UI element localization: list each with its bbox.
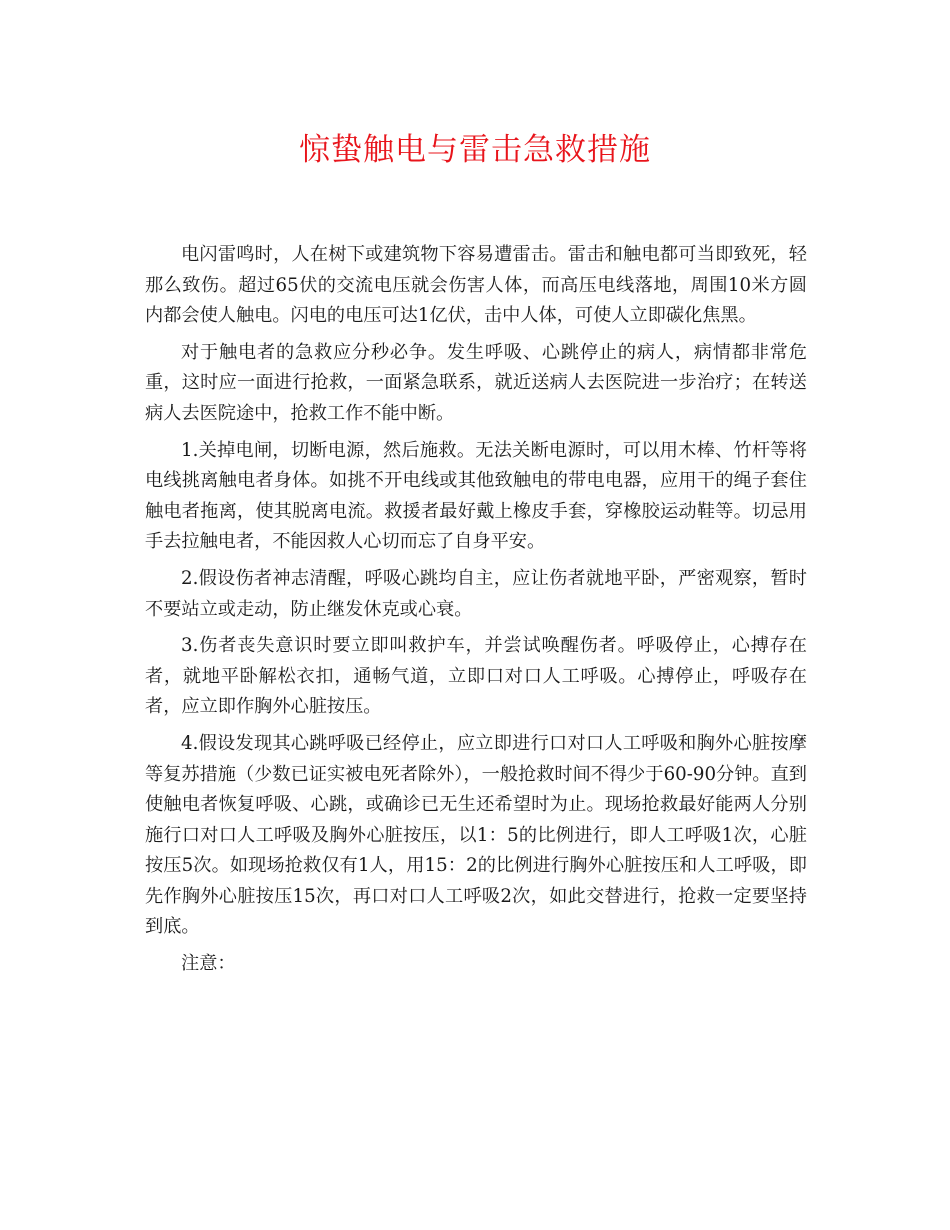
document-body <box>145 240 807 980</box>
document-title: 惊蛰触电与雷击急救措施 <box>299 132 651 168</box>
paragraph-step-2: 2.假设伤者神志清醒，呼吸心跳均自主，应让伤者就地平卧，严密观察，暂时不要站立或走动，防止继发休克或心衰。 <box>145 567 807 620</box>
paragraph-lightning-intro: 电闪雷鸣时，人在树下或建筑物下容易遭雷击。雷击和触电都可当即致死，轻那么致伤。超过65伏的交流电压就会伤害人体，而高压电线落地，周围10米方圆内都会使人触电。闪电的电压可达1亿伏，击中人体，可使人立即碳化焦黑。 <box>145 244 807 327</box>
paragraph-step-1: 1.关掉电闸，切断电源，然后施救。无法关断电源时，可以用木棒、竹杆等将电线挑离触电者身体。如挑不开电线或其他致触电的带电电器，应用干的绳子套住触电者拖离，使其脱离电流。救援者最好戴上橡皮手套，穿橡胶运动鞋等。切忌用手去拉触电者，不能因救人心切而忘了自身平安。 <box>145 439 807 553</box>
paragraph-step-4: 4.假设发现其心跳呼吸已经停止，应立即进行口对口人工呼吸和胸外心脏按摩等复苏措施（少数已证实被电死者除外），一般抢救时间不得少于60-90分钟。直到使触电者恢复呼吸、心跳，或确诊已无生还希望时为止。现场抢救最好能两人分别施行口对口人工呼吸及胸外心脏按压，以1：5的比例进行，即人工呼吸1次，心脏按压5次。如现场抢救仅有1人，用15：2的比例进行胸外心脏按压和人工呼吸，即先作胸外心脏按压15次，再口对口人工呼吸2次，如此交替进行，抢救一定要坚持到底。 <box>145 732 807 938</box>
note-label: 注意： <box>181 953 236 975</box>
paragraph-step-3: 3.伤者丧失意识时要立即叫救护车，并尝试唤醒伤者。呼吸停止，心搏存在者，就地平卧解松衣扣，通畅气道，立即口对口人工呼吸。心搏停止，呼吸存在者，应立即作胸外心脏按压。 <box>145 635 807 718</box>
paragraph-first-aid-urgency: 对于触电者的急救应分秒必争。发生呼吸、心跳停止的病人，病情都非常危重，这时应一面进行抢救，一面紧急联系，就近送病人去医院进一步治疗；在转送病人去医院途中，抢救工作不能中断。 <box>145 341 807 424</box>
